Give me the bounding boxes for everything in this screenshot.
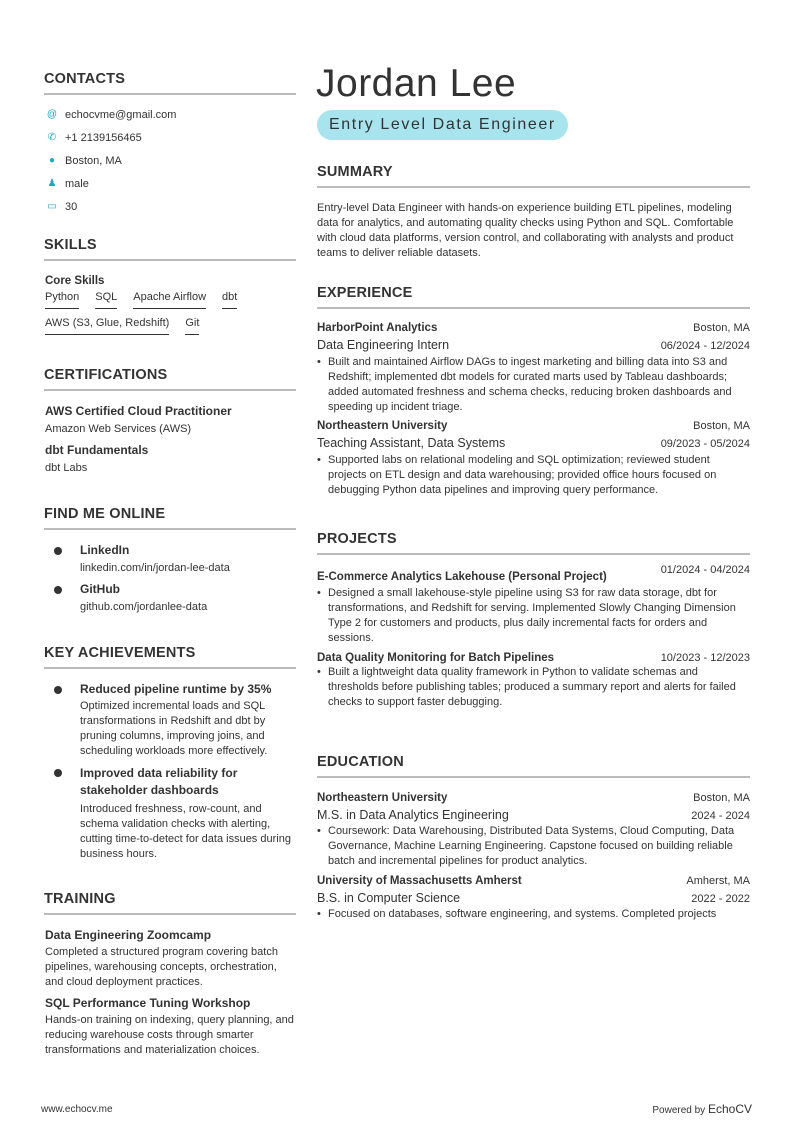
experience-item	[317, 420, 750, 498]
school-name: Northeastern University	[317, 792, 448, 804]
dates: 09/2023 - 05/2024	[660, 438, 750, 450]
brand-logo[interactable]: EchoCV	[707, 1102, 752, 1116]
skill-tag: AWS (S3, Glue, Redshift)	[45, 317, 169, 335]
bullet: • Built a lightweight data quality framework in Python to validate schemas and thresholds before publishing tables; produced a summary report and alerts for failed checks to support faster debugging.	[317, 665, 750, 710]
contacts-section	[44, 71, 296, 218]
bullet-dot	[54, 769, 62, 777]
contact-email	[46, 103, 296, 126]
skill-tag: dbt	[222, 291, 237, 309]
training-title: Data Engineering Zoomcamp	[45, 928, 212, 942]
skill-tag: SQL	[95, 291, 117, 309]
section-heading: EDUCATION	[317, 754, 750, 778]
contact-text: Boston, MA	[65, 154, 122, 167]
section-heading: SKILLS	[44, 237, 296, 261]
project-name: E-Commerce Analytics Lakehouse (Personal Project)	[317, 571, 607, 583]
online-name: LinkedIn	[80, 543, 130, 557]
achievement-desc: Optimized incremental loads and SQL transformations in Redshift and dbt by pruning columns, improving joins, and scheduling workloads more effectively.	[80, 700, 268, 757]
cert-name: AWS Certified Cloud Practitioner	[45, 404, 232, 418]
candidate-name: Jordan Lee	[316, 62, 517, 105]
skills-section	[44, 237, 296, 343]
contact-location	[46, 149, 296, 172]
skill-tag: Python	[45, 291, 79, 309]
cert-issuer: dbt Labs	[45, 462, 88, 474]
project-name: Data Quality Monitoring for Batch Pipelines	[317, 652, 555, 664]
at-icon: @	[46, 109, 58, 120]
experience-item	[317, 322, 750, 415]
education-item	[317, 875, 750, 922]
location: Boston, MA	[693, 792, 750, 804]
location: Boston, MA	[693, 420, 750, 432]
online-item	[54, 582, 296, 615]
skills-group: Core Skills	[45, 275, 105, 287]
cert-name: dbt Fundamentals	[45, 443, 149, 457]
dates: 06/2024 - 12/2024	[660, 340, 750, 352]
bullet: • Built and maintained Airflow DAGs to ingest marketing and billing data into S3 and Redshift; implemented dbt models for curated marts used by Tableau dashboards; added automated freshness and schema checks, reducing broken dashboards and speeding up incident triage.	[317, 355, 750, 415]
bullet-dot	[54, 686, 62, 694]
education-item	[317, 792, 750, 869]
online-name: GitHub	[80, 582, 120, 596]
contact-text: male	[65, 177, 89, 190]
cert-issuer: Amazon Web Services (AWS)	[45, 423, 192, 435]
achievement-title: Reduced pipeline runtime by 35%	[80, 682, 272, 696]
contact-text: 30	[65, 200, 78, 213]
projects-section	[317, 531, 750, 710]
training-title: SQL Performance Tuning Workshop	[45, 996, 251, 1010]
contact-gender	[46, 172, 296, 195]
section-heading: FIND ME ONLINE	[44, 506, 296, 530]
contact-text: echocvme@gmail.com	[65, 108, 177, 121]
bullet: • Coursework: Data Warehousing, Distributed Data Systems, Cloud Computing, Data Governance, Machine Learning Engineering. Capstone focused on building reliable batch and incremental pipelines for product analytics.	[317, 824, 750, 869]
dates: 2022 - 2022	[691, 893, 750, 905]
bullet-dot	[54, 547, 62, 555]
project-item	[317, 563, 750, 646]
dates: 01/2024 - 04/2024	[660, 563, 750, 576]
person-icon: ♟	[47, 178, 57, 189]
training-desc: Hands-on training on indexing, query planning, and reducing warehouse costs through smarter transformations and materialization choices.	[45, 1014, 294, 1056]
project-item	[317, 652, 750, 710]
location: Amherst, MA	[686, 875, 750, 887]
achievement-item	[54, 682, 296, 759]
phone-icon: ✆	[47, 132, 57, 143]
degree: B.S. in Computer Science	[317, 891, 461, 905]
location-icon: ●	[48, 155, 56, 166]
online-link[interactable]: linkedin.com/in/jordan-lee-data	[80, 562, 230, 574]
online-item	[54, 543, 296, 576]
section-heading: SUMMARY	[317, 164, 750, 188]
section-heading: EXPERIENCE	[317, 285, 750, 309]
dates: 10/2023 - 12/2023	[660, 652, 750, 664]
calendar-icon: ▭	[47, 201, 57, 212]
org-name: Northeastern University	[317, 420, 448, 432]
summary-section	[317, 164, 750, 261]
online-link[interactable]: github.com/jordanlee-data	[80, 601, 208, 613]
powered-by-text: Powered by	[652, 1105, 706, 1116]
footer-site-link[interactable]: www.echocv.me	[41, 1104, 113, 1115]
school-name: University of Massachusetts Amherst	[317, 875, 522, 887]
certifications-section	[44, 367, 296, 476]
skill-tag: Apache Airflow	[133, 291, 206, 309]
contact-text: +1 2139156465	[65, 131, 142, 144]
achievement-desc: Introduced freshness, row-count, and schema validation checks with alerting, cutting time-to-detect for data issues during business hours.	[80, 803, 291, 860]
contact-phone	[46, 126, 296, 149]
degree: M.S. in Data Analytics Engineering	[317, 808, 509, 822]
section-heading: CERTIFICATIONS	[44, 367, 296, 391]
training-section	[44, 891, 296, 1058]
bullet: • Supported labs on relational modeling and SQL optimization; reviewed student projects on ETL design and data warehousing; provided office hours focused on debugging Python data pipelines and improving query performance.	[317, 453, 750, 498]
find-me-online-section	[44, 506, 296, 615]
footer-powered-by	[652, 1102, 752, 1116]
bullet: • Designed a small lakehouse-style pipeline using S3 for raw data storage, dbt for transformations, and Redshift for serving. Implemented Slowly Changing Dimension Type 2 for customers and products, plus daily incremental facts for orders and sessions.	[317, 586, 750, 646]
location: Boston, MA	[693, 322, 750, 334]
bullet-dot	[54, 586, 62, 594]
section-heading: PROJECTS	[317, 531, 750, 555]
summary-text: Entry-level Data Engineer with hands-on experience building ETL pipelines, modeling data for analytics, and automating quality checks using Python and SQL. Comfortable with cloud data platforms, version control, and collaborating with analysts and product teams to deliver reliable datasets.	[317, 202, 734, 259]
bullet: • Focused on databases, software engineering, and systems. Completed projects	[317, 907, 750, 922]
skill-tag: Git	[185, 317, 199, 335]
experience-section	[317, 285, 750, 498]
dates: 2024 - 2024	[691, 810, 750, 822]
section-heading: CONTACTS	[44, 71, 296, 95]
contact-age	[46, 195, 296, 218]
org-name: HarborPoint Analytics	[317, 322, 438, 334]
education-section	[317, 754, 750, 922]
section-heading: KEY ACHIEVEMENTS	[44, 645, 296, 669]
job-title-badge: Entry Level Data Engineer	[317, 110, 568, 140]
section-heading: TRAINING	[44, 891, 296, 915]
role: Data Engineering Intern	[317, 338, 450, 352]
role: Teaching Assistant, Data Systems	[317, 436, 506, 450]
achievement-title: Improved data reliability for stakeholder dashboards	[80, 766, 238, 797]
training-desc: Completed a structured program covering batch pipelines, warehousing concepts, orchestration, and cloud deployment practices.	[45, 946, 278, 988]
achievement-item	[54, 765, 296, 862]
key-achievements-section	[44, 645, 296, 862]
